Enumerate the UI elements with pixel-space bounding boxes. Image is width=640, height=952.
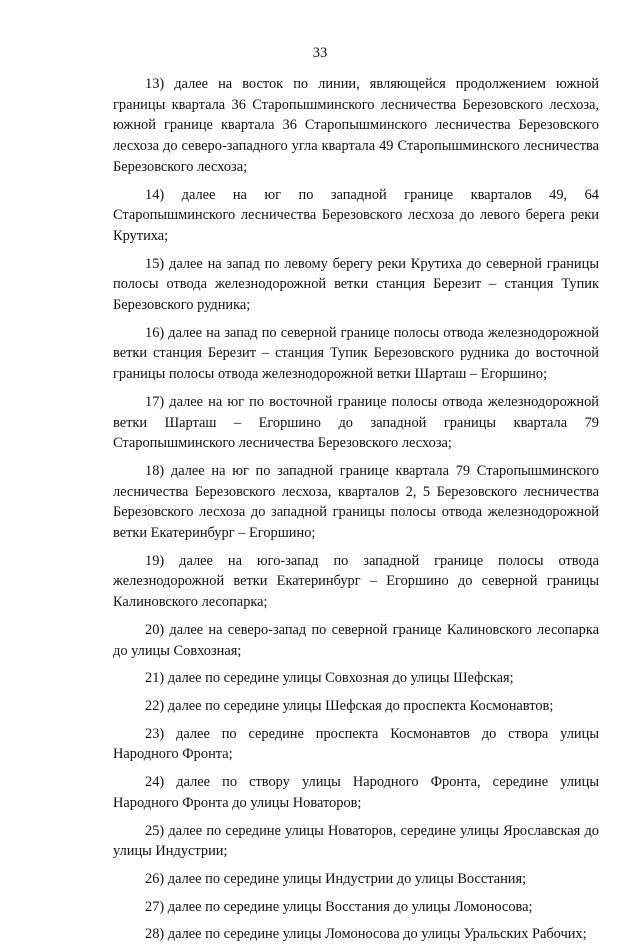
paragraph-23: 23) далее по середине проспекта Космонавтов до створа улицы Народного Фронта; bbox=[113, 725, 599, 763]
paragraph-18: 18) далее на юг по западной границе квартала 79 Старопышминского лесничества Березовского лесхоза, кварталов 2, 5 Березовского лесничества Березовского лесхоза до западной границы полосы отвода железнодорожной ветки Екатеринбург – Егоршино; bbox=[113, 462, 599, 542]
paragraph-19: 19) далее на юго-запад по западной границе полосы отвода железнодорожной ветки Екатеринбург – Егоршино до северной границы Калиновского лесопарка; bbox=[113, 552, 599, 611]
paragraph-25: 25) далее по середине улицы Новаторов, середине улицы Ярославская до улицы Индустрии; bbox=[113, 822, 599, 860]
paragraph-26: 26) далее по середине улицы Индустрии до улицы Восстания; bbox=[145, 870, 527, 887]
paragraph-16: 16) далее на запад по северной границе полосы отвода железнодорожной ветки станция Березит – станция Тупик Березовского рудника до восточной границы полосы отвода железнодорожной ветки Шарташ – Егоршино; bbox=[113, 324, 599, 383]
paragraph-20: 20) далее на северо-запад по северной границе Калиновского лесопарка до улицы Совхозная; bbox=[113, 621, 599, 659]
paragraph-24: 24) далее по створу улицы Народного Фронта, середине улицы Народного Фронта до улицы Новаторов; bbox=[113, 774, 599, 811]
paragraph-22: 22) далее по середине улицы Шефская до проспекта Космонавтов; bbox=[145, 697, 554, 714]
page-number: 33 bbox=[312, 45, 328, 61]
paragraph-21: 21) далее по середине улицы Совхозная до улицы Шефская; bbox=[145, 670, 514, 687]
paragraph-15: 15) далее на запад по левому берегу реки Крутиха до северной границы полосы отвода железнодорожной ветки станция Березит – станция Тупик Березовского рудника; bbox=[113, 255, 599, 314]
paragraph-28: 28) далее по середине улицы Ломоносова до улицы Уральских Рабочих; bbox=[145, 926, 587, 943]
document-body bbox=[113, 74, 599, 952]
paragraph-27: 27) далее по середине улицы Восстания до улицы Ломоносова; bbox=[145, 898, 533, 915]
paragraph-14: 14) далее на юг по западной границе кварталов 49, 64 Старопышминского лесничества Березовского лесхоза до левого берега реки Крутиха; bbox=[113, 186, 599, 244]
paragraph-17: 17) далее на юг по восточной границе полосы отвода железнодорожной ветки Шарташ – Егоршино до западной границы квартала 79 Старопышминского лесничества Березовского лесхоза; bbox=[113, 393, 599, 452]
paragraph-13: 13) далее на восток по линии, являющейся продолжением южной границы квартала 36 Старопышминского лесничества Березовского лесхоза, южной границе квартала 36 Старопышминского лесничества Березовского лесхоза до северо-западного угла квартала 49 Старопышминского лесничества Березовского лесхоза; bbox=[113, 76, 599, 175]
